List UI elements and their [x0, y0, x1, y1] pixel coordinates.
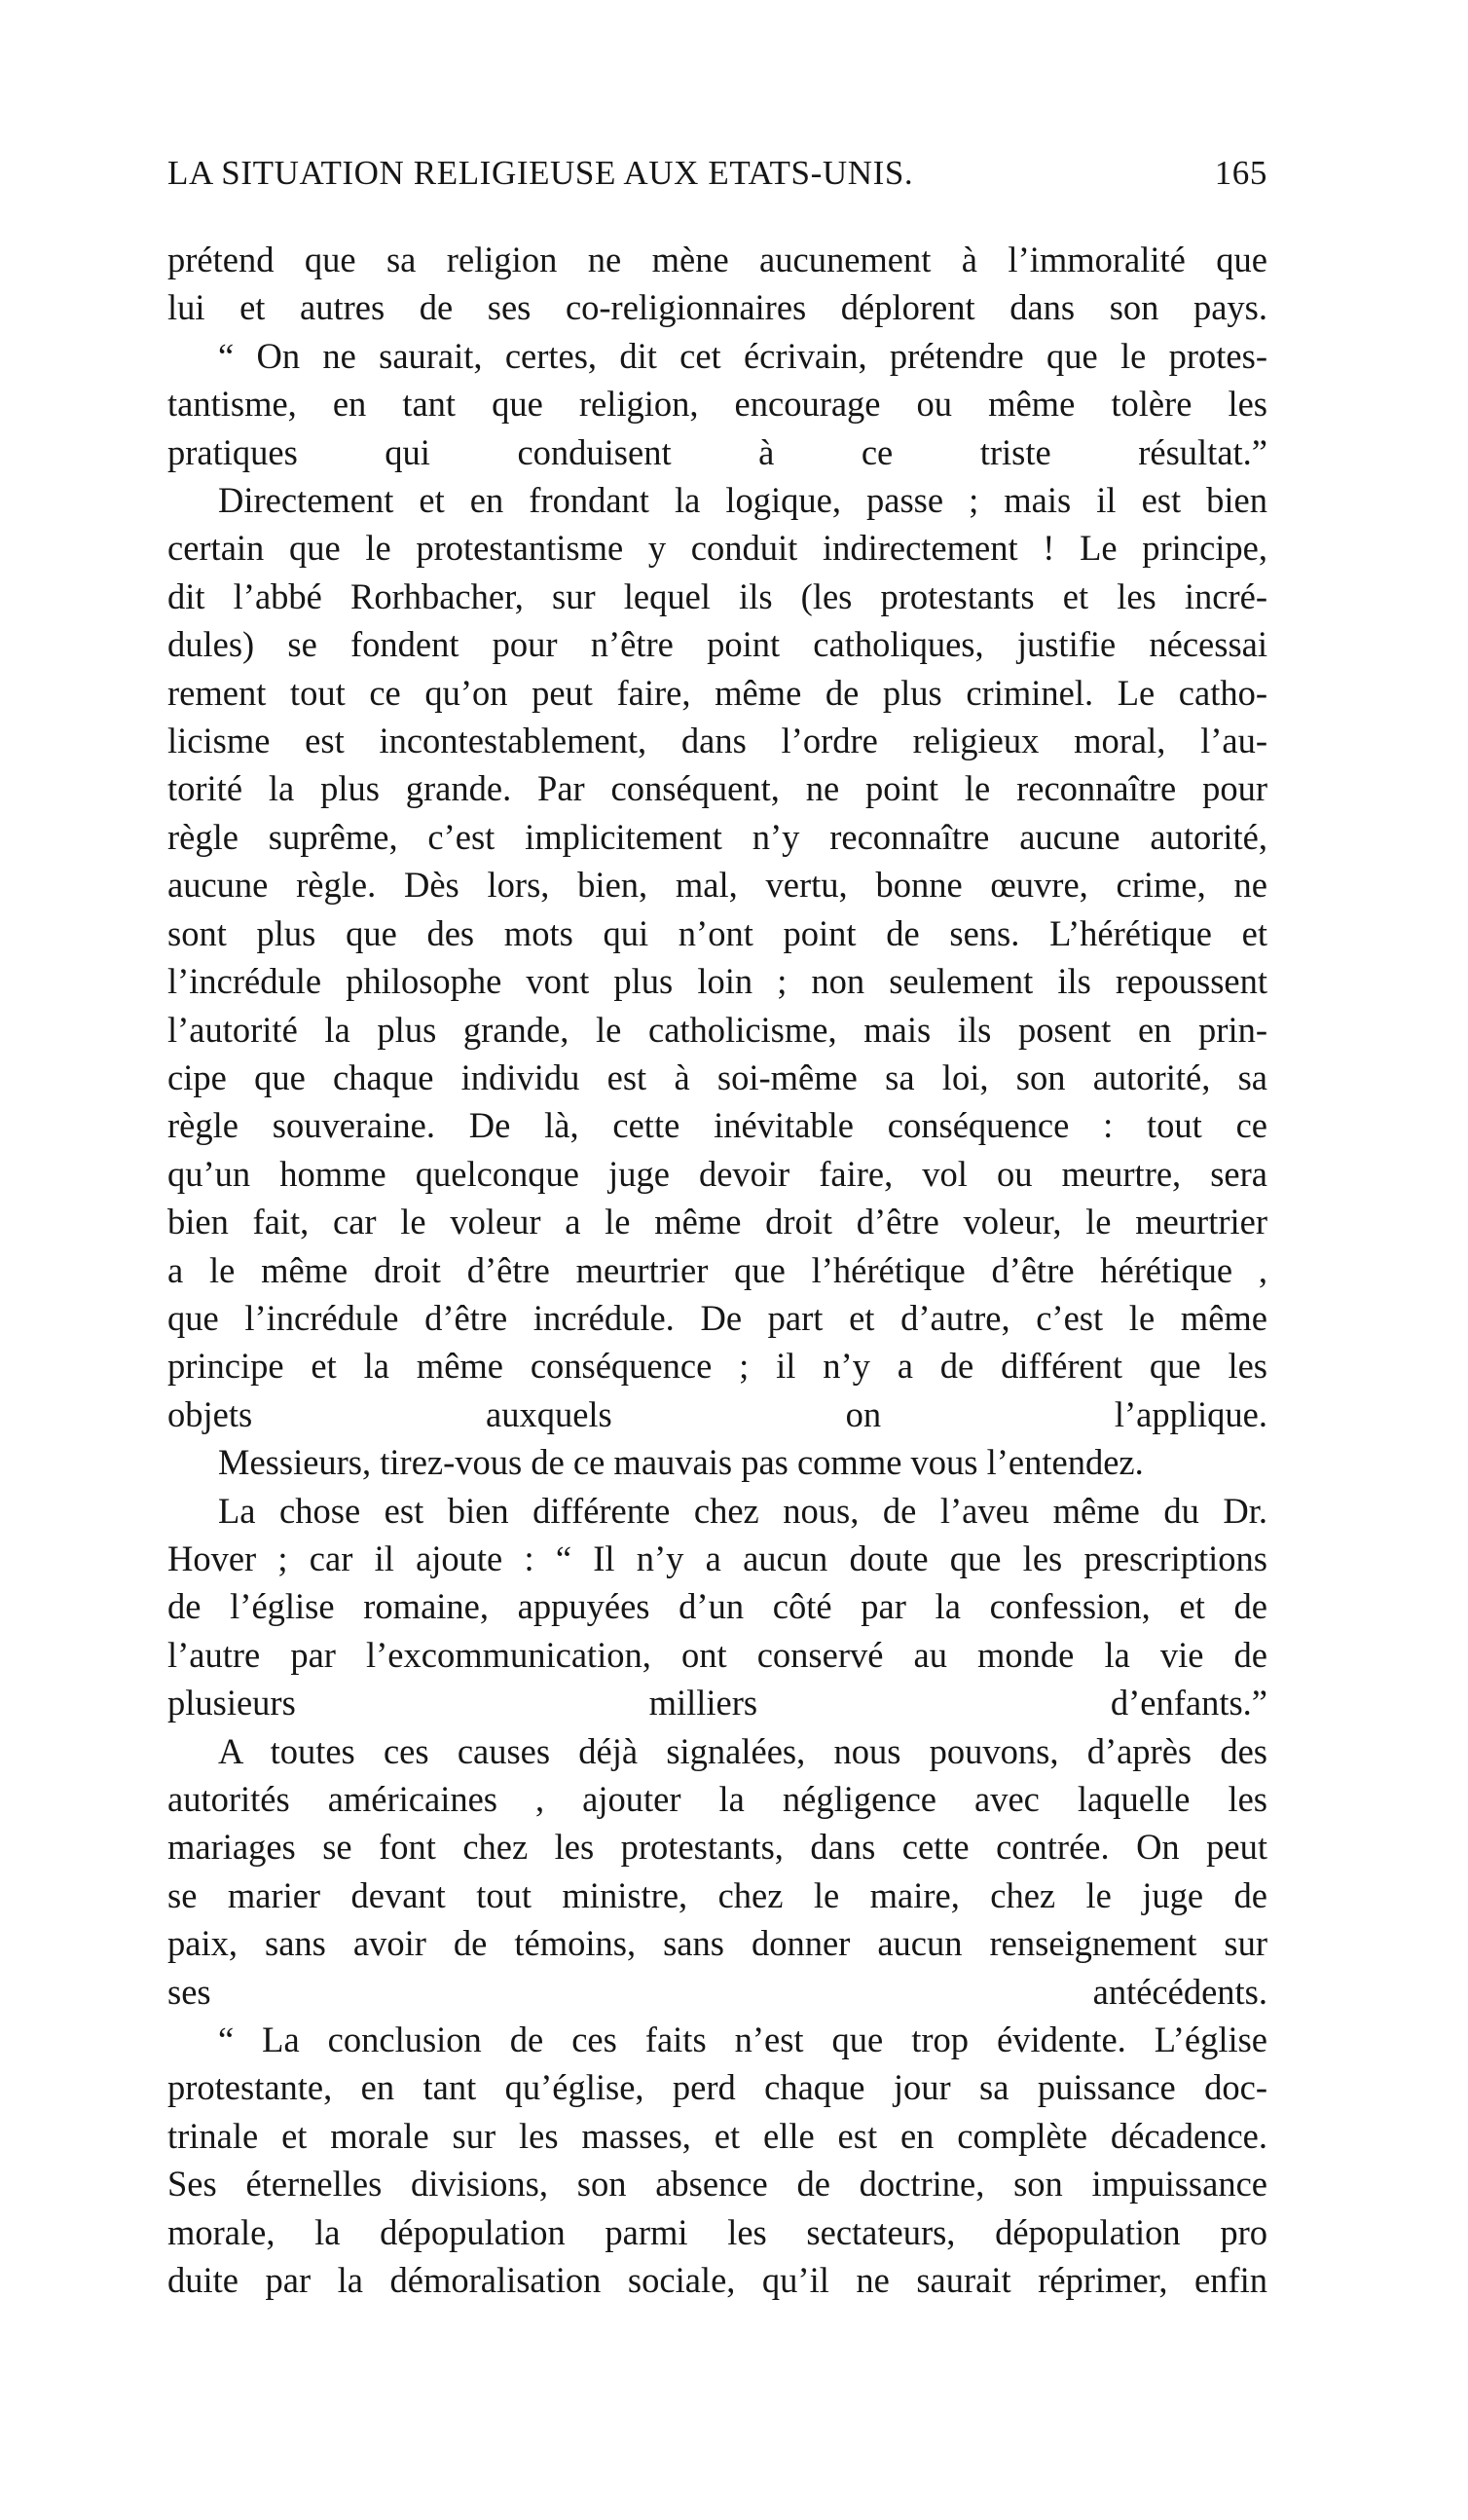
text-line: morale, la dépopulation parmi les sectateurs, dépopulation pro — [167, 2211, 1267, 2252]
text-line: licisme est incontestablement, dans l’ordre religieux moral, l’au- — [167, 721, 1267, 761]
paragraph-3 — [167, 476, 1267, 1438]
text-line: principe et la même conséquence ; il n’y a de différent que les — [167, 1346, 1267, 1387]
paragraph-6 — [167, 1727, 1267, 2016]
paragraph-2 — [167, 332, 1267, 476]
text-line: Ses éternelles divisions, son absence de doctrine, son impuissance — [167, 2164, 1267, 2205]
text-line: Directement et en frondant la logique, passe ; mais il est bien — [218, 480, 1267, 521]
paragraph-1 — [167, 236, 1267, 332]
text-line: objets auxquels on l’applique. — [167, 1393, 1267, 1434]
text-line: paix, sans avoir de témoins, sans donner aucun renseignement sur — [167, 1923, 1267, 1964]
text-line: “ On ne saurait, certes, dit cet écrivain, prétendre que le protes- — [218, 335, 1267, 376]
text-line: plusieurs milliers d’enfants.” — [167, 1683, 1267, 1723]
text-line: La chose est bien différente chez nous, de l’aveu même du Dr. — [218, 1490, 1267, 1531]
text-line: protestante, en tant qu’église, perd chaque jour sa puissance doc- — [167, 2067, 1267, 2108]
body-text — [167, 236, 1267, 2304]
text-line: règle souveraine. De là, cette inévitable conséquence : tout ce — [167, 1105, 1267, 1146]
text-line: tantisme, en tant que religion, encourage ou même tolère les — [167, 384, 1267, 425]
text-line: mariages se font chez les protestants, dans cette contrée. On peut — [167, 1827, 1267, 1868]
running-title: LA SITUATION RELIGIEUSE AUX ETATS-UNIS. — [167, 154, 914, 192]
text-line: Hover ; car il ajoute : “ Il n’y a aucun doute que les prescriptions — [167, 1538, 1267, 1578]
text-line: certain que le protestantisme y conduit indirectement ! Le principe, — [167, 528, 1267, 569]
paragraph-7 — [167, 2016, 1267, 2304]
text-line: torité la plus grande. Par conséquent, ne point le reconnaître pour — [167, 768, 1267, 809]
text-line: l’autre par l’excommunication, ont conservé au monde la vie de — [167, 1634, 1267, 1675]
text-line: prétend que sa religion ne mène aucunement à l’immoralité que — [167, 240, 1267, 279]
text-line: dit l’abbé Rorhbacher, sur lequel ils (les protestants et les incré- — [167, 575, 1267, 616]
text-line: cipe que chaque individu est à soi-même sa loi, son autorité, sa — [167, 1056, 1267, 1097]
text-line: que l’incrédule d’être incrédule. De part et d’autre, c’est le même — [167, 1297, 1267, 1338]
text-line: l’autorité la plus grande, le catholicisme, mais ils posent en prin- — [167, 1009, 1267, 1050]
running-header — [167, 154, 1267, 208]
paragraph-5 — [167, 1487, 1267, 1727]
text-line: autorités américaines , ajouter la négligence avec laquelle les — [167, 1779, 1267, 1819]
page-number: 165 — [1214, 154, 1267, 192]
text-line: l’incrédule philosophe vont plus loin ; non seulement ils repoussent — [167, 961, 1267, 1002]
text-line: dules) se fondent pour n’être point catholiques, justifie nécessai — [167, 624, 1267, 665]
text-line: duite par la démoralisation sociale, qu’il ne saurait réprimer, enfin — [167, 2260, 1267, 2301]
text-line: “ La conclusion de ces faits n’est que trop évidente. L’église — [218, 2020, 1267, 2060]
text-line: sont plus que des mots qui n’ont point de sens. L’hérétique et — [167, 912, 1267, 953]
text-line: rement tout ce qu’on peut faire, même de plus criminel. Le catho- — [167, 672, 1267, 713]
text-line: pratiques qui conduisent à ce triste résultat.” — [167, 431, 1267, 472]
text-line: Messieurs, tirez-vous de ce mauvais pas comme vous l’entendez. — [218, 1442, 1144, 1483]
paragraph-4 — [167, 1438, 1267, 1486]
book-page — [167, 154, 1267, 2304]
text-line: trinale et morale sur les masses, et elle est en complète décadence. — [167, 2115, 1267, 2156]
text-line: a le même droit d’être meurtrier que l’hérétique d’être hérétique , — [167, 1249, 1267, 1290]
text-line: bien fait, car le voleur a le même droit d’être voleur, le meurtrier — [167, 1202, 1267, 1242]
text-line: aucune règle. Dès lors, bien, mal, vertu, bonne œuvre, crime, ne — [167, 865, 1267, 906]
text-line: qu’un homme quelconque juge devoir faire, vol ou meurtre, sera — [167, 1153, 1267, 1194]
text-line: A toutes ces causes déjà signalées, nous pouvons, d’après des — [218, 1730, 1267, 1771]
text-line: règle suprême, c’est implicitement n’y reconnaître aucune autorité, — [167, 816, 1267, 857]
text-line: lui et autres de ses co-religionnaires déplorent dans son pays. — [167, 287, 1267, 328]
text-line: ses antécédents. — [167, 1971, 1267, 2012]
text-line: se marier devant tout ministre, chez le maire, chez le juge de — [167, 1874, 1267, 1915]
text-line: de l’église romaine, appuyées d’un côté par la confession, et de — [167, 1586, 1267, 1627]
